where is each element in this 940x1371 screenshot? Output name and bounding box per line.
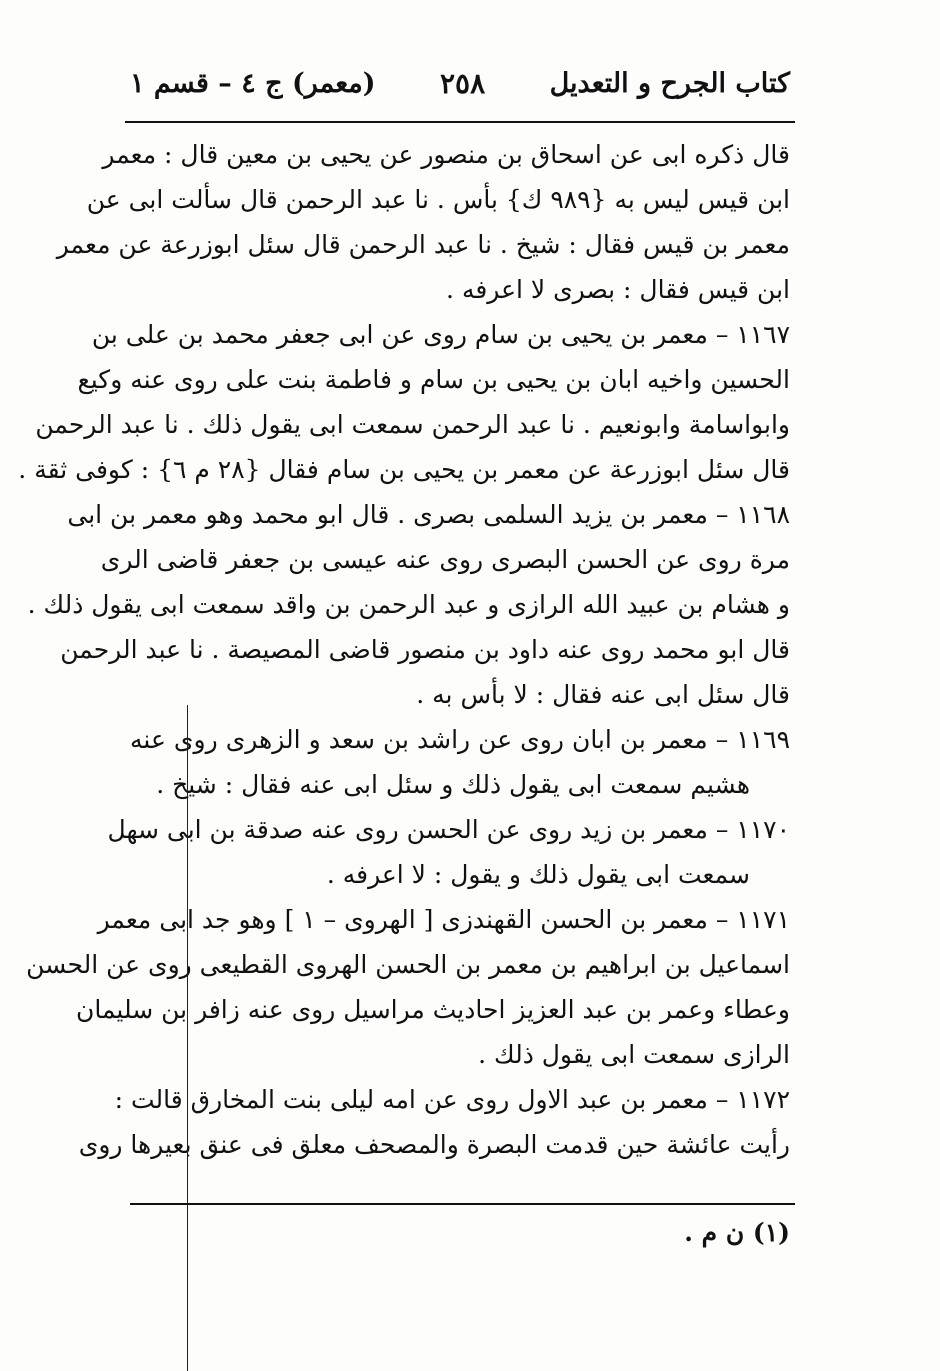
text-line: وعطاء وعمر بن عبد العزيز احاديث مراسيل روى عنه زافر بن سليمان <box>75 995 790 1024</box>
page-number: ٢٥٨ <box>439 66 486 100</box>
footnote: (١) ن م . <box>684 1218 790 1247</box>
text-line: الرازى سمعت ابى يقول ذلك . <box>478 1040 790 1069</box>
entry-1170-start: ١١٧٠ – معمر بن زيد روى عن الحسن روى عنه صدقة بن ابى سهل <box>107 815 790 844</box>
text-line: قال ذكره ابى عن اسحاق بن منصور عن يحيى بن معين قال : معمر <box>102 140 790 169</box>
text-line: سمعت ابى يقول ذلك و يقول : لا اعرفه . <box>326 860 750 889</box>
header-book-title: كتاب الجرح و التعديل <box>549 67 790 99</box>
page-body <box>18 132 790 1167</box>
text-line: معمر بن قيس فقال : شيخ . نا عبد الرحمن قال سئل ابوزرعة عن معمر <box>56 230 790 259</box>
text-line: ابن قيس فقال : بصرى لا اعرفه . <box>446 275 790 304</box>
page-header <box>130 58 790 108</box>
text-line: قال ابو محمد روى عنه داود بن منصور قاضى المصيصة . نا عبد الرحمن <box>60 635 790 664</box>
text-line: قال سئل ابوزرعة عن معمر بن يحيى بن سام فقال {٢٨ م ٦} : كوفى ثقة . <box>18 455 790 484</box>
scan-fold-line <box>187 705 188 1371</box>
header-rule <box>125 121 795 123</box>
entry-1167-start: ١١٦٧ – معمر بن يحيى بن سام روى عن ابى جعفر محمد بن على بن <box>91 320 790 349</box>
entry-1169-start: ١١٦٩ – معمر بن ابان روى عن راشد بن سعد و الزهرى روى عنه <box>130 725 790 754</box>
text-line: قال سئل ابى عنه فقال : لا بأس به . <box>416 680 790 709</box>
entry-1168-start: ١١٦٨ – معمر بن يزيد السلمى بصرى . قال ابو محمد وهو معمر بن ابى <box>67 500 790 529</box>
text-line: الحسين واخيه ابان بن يحيى بن سام و فاطمة بنت على روى عنه وكيع <box>77 365 790 394</box>
text-line: وابواسامة وابونعيم . نا عبد الرحمن سمعت ابى يقول ذلك . نا عبد الرحمن <box>35 410 790 439</box>
entry-1172-start: ١١٧٢ – معمر بن عبد الاول روى عن امه ليلى بنت المخارق قالت : <box>114 1085 790 1114</box>
entry-1171-start: ١١٧١ – معمر بن الحسن القهندزى [ الهروى – ١ ] وهو جد ابى معمر <box>97 905 790 934</box>
text-line: و هشام بن عبيد الله الرازى و عبد الرحمن بن واقد سمعت ابى يقول ذلك . <box>27 590 790 619</box>
text-line: اسماعيل بن ابراهيم بن معمر بن الحسن الهروى القطيعى روى عن الحسن <box>26 950 790 979</box>
footnote-rule <box>130 1203 795 1205</box>
header-section: (معمر) ج ٤ – قسم ١ <box>130 67 376 99</box>
text-line: ابن قيس ليس به {٩٨٩ ك} بأس . نا عبد الرحمن قال سألت ابى عن <box>86 185 790 214</box>
text-line: رأيت عائشة حين قدمت البصرة والمصحف معلق فى عنق بعيرها روى <box>78 1130 790 1159</box>
text-line: مرة روى عن الحسن البصرى روى عنه عيسى بن جعفر قاضى الرى <box>100 545 790 574</box>
text-line: هشيم سمعت ابى يقول ذلك و سئل ابى عنه فقال : شيخ . <box>156 770 750 799</box>
